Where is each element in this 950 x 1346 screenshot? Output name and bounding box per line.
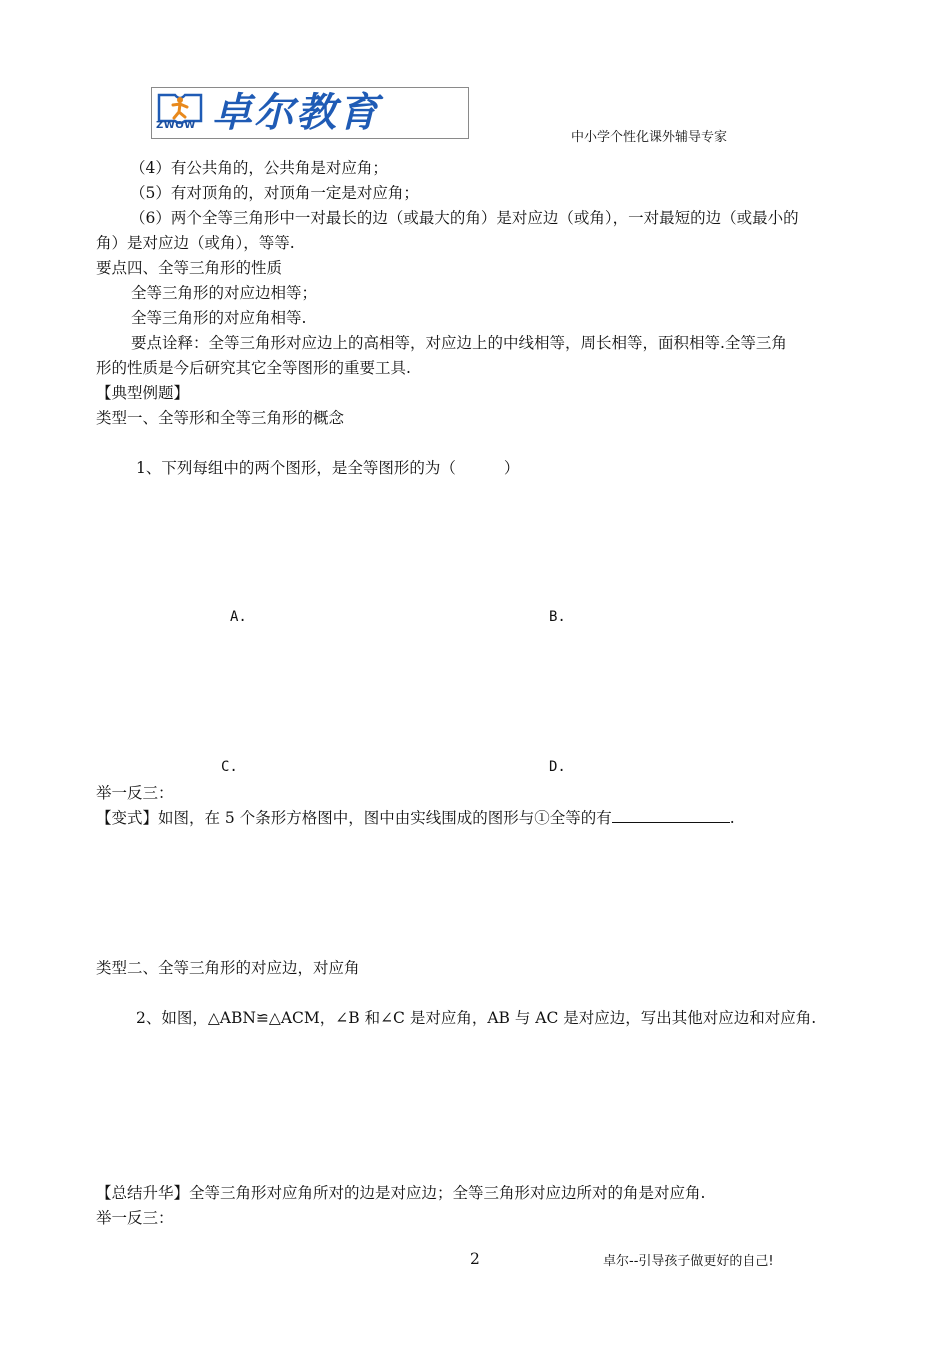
summary-text: 【总结升华】全等三角形对应角所对的边是对应边；全等三角形对应边所对的角是对应角.	[96, 1184, 706, 1202]
list-item-6-line1: （6）两个全等三角形中一对最长的边（或最大的角）是对应边（或角），一对最短的边（或最小的	[130, 209, 799, 227]
question-1	[136, 457, 519, 479]
footer-slogan: 卓尔--引导孩子做更好的自己!	[603, 1254, 774, 1269]
question-1-text: 1、下列每组中的两个图形，是全等图形的为（	[136, 459, 456, 477]
option-d-label: D.	[549, 759, 566, 775]
list-item-4: （4）有公共角的，公共角是对应角；	[130, 159, 388, 177]
note-line1: 要点诠释：全等三角形对应边上的高相等，对应边上的中线相等，周长相等，面积相等.全等三角	[131, 334, 787, 352]
list-item-6-line2: 角）是对应边（或角），等等.	[96, 234, 295, 252]
practice-heading-1: 举一反三：	[96, 784, 174, 802]
brand-logo	[151, 87, 469, 139]
option-a-label: A.	[230, 609, 247, 625]
fill-blank-line	[612, 808, 730, 823]
option-b-label: B.	[549, 609, 566, 625]
variant-text: 【变式】如图，在 5 个条形方格图中，图中由实线围成的图形与①全等的有	[96, 809, 612, 827]
header-tagline: 中小学个性化课外辅导专家	[571, 130, 728, 145]
examples-heading: 【典型例题】	[96, 384, 190, 402]
practice-heading-2: 举一反三：	[96, 1209, 174, 1227]
logo-chinese-text: 卓尔教育	[212, 90, 380, 136]
variant-end: .	[729, 809, 735, 827]
type2-heading: 类型二、全等三角形的对应边，对应角	[96, 959, 360, 977]
question-2: 2、如图，△ABN≌△ACM，∠B 和∠C 是对应角，AB 与 AC 是对应边，写出其他对应边和对应角.	[136, 1009, 817, 1027]
option-c-label: C.	[221, 759, 238, 775]
section-heading-point4: 要点四、全等三角形的性质	[96, 259, 283, 277]
note-line2: 形的性质是今后研究其它全等图形的重要工具.	[96, 359, 411, 377]
list-item-5: （5）有对顶角的，对顶角一定是对应角；	[130, 184, 419, 202]
variant-question	[96, 807, 735, 829]
logo-english-text: ZWOW	[156, 120, 196, 131]
question-1-close: ）	[503, 459, 520, 477]
property-1: 全等三角形的对应边相等；	[131, 284, 318, 302]
property-2: 全等三角形的对应角相等.	[131, 309, 307, 327]
type1-heading: 类型一、全等形和全等三角形的概念	[96, 409, 345, 427]
page-number: 2	[470, 1250, 480, 1268]
